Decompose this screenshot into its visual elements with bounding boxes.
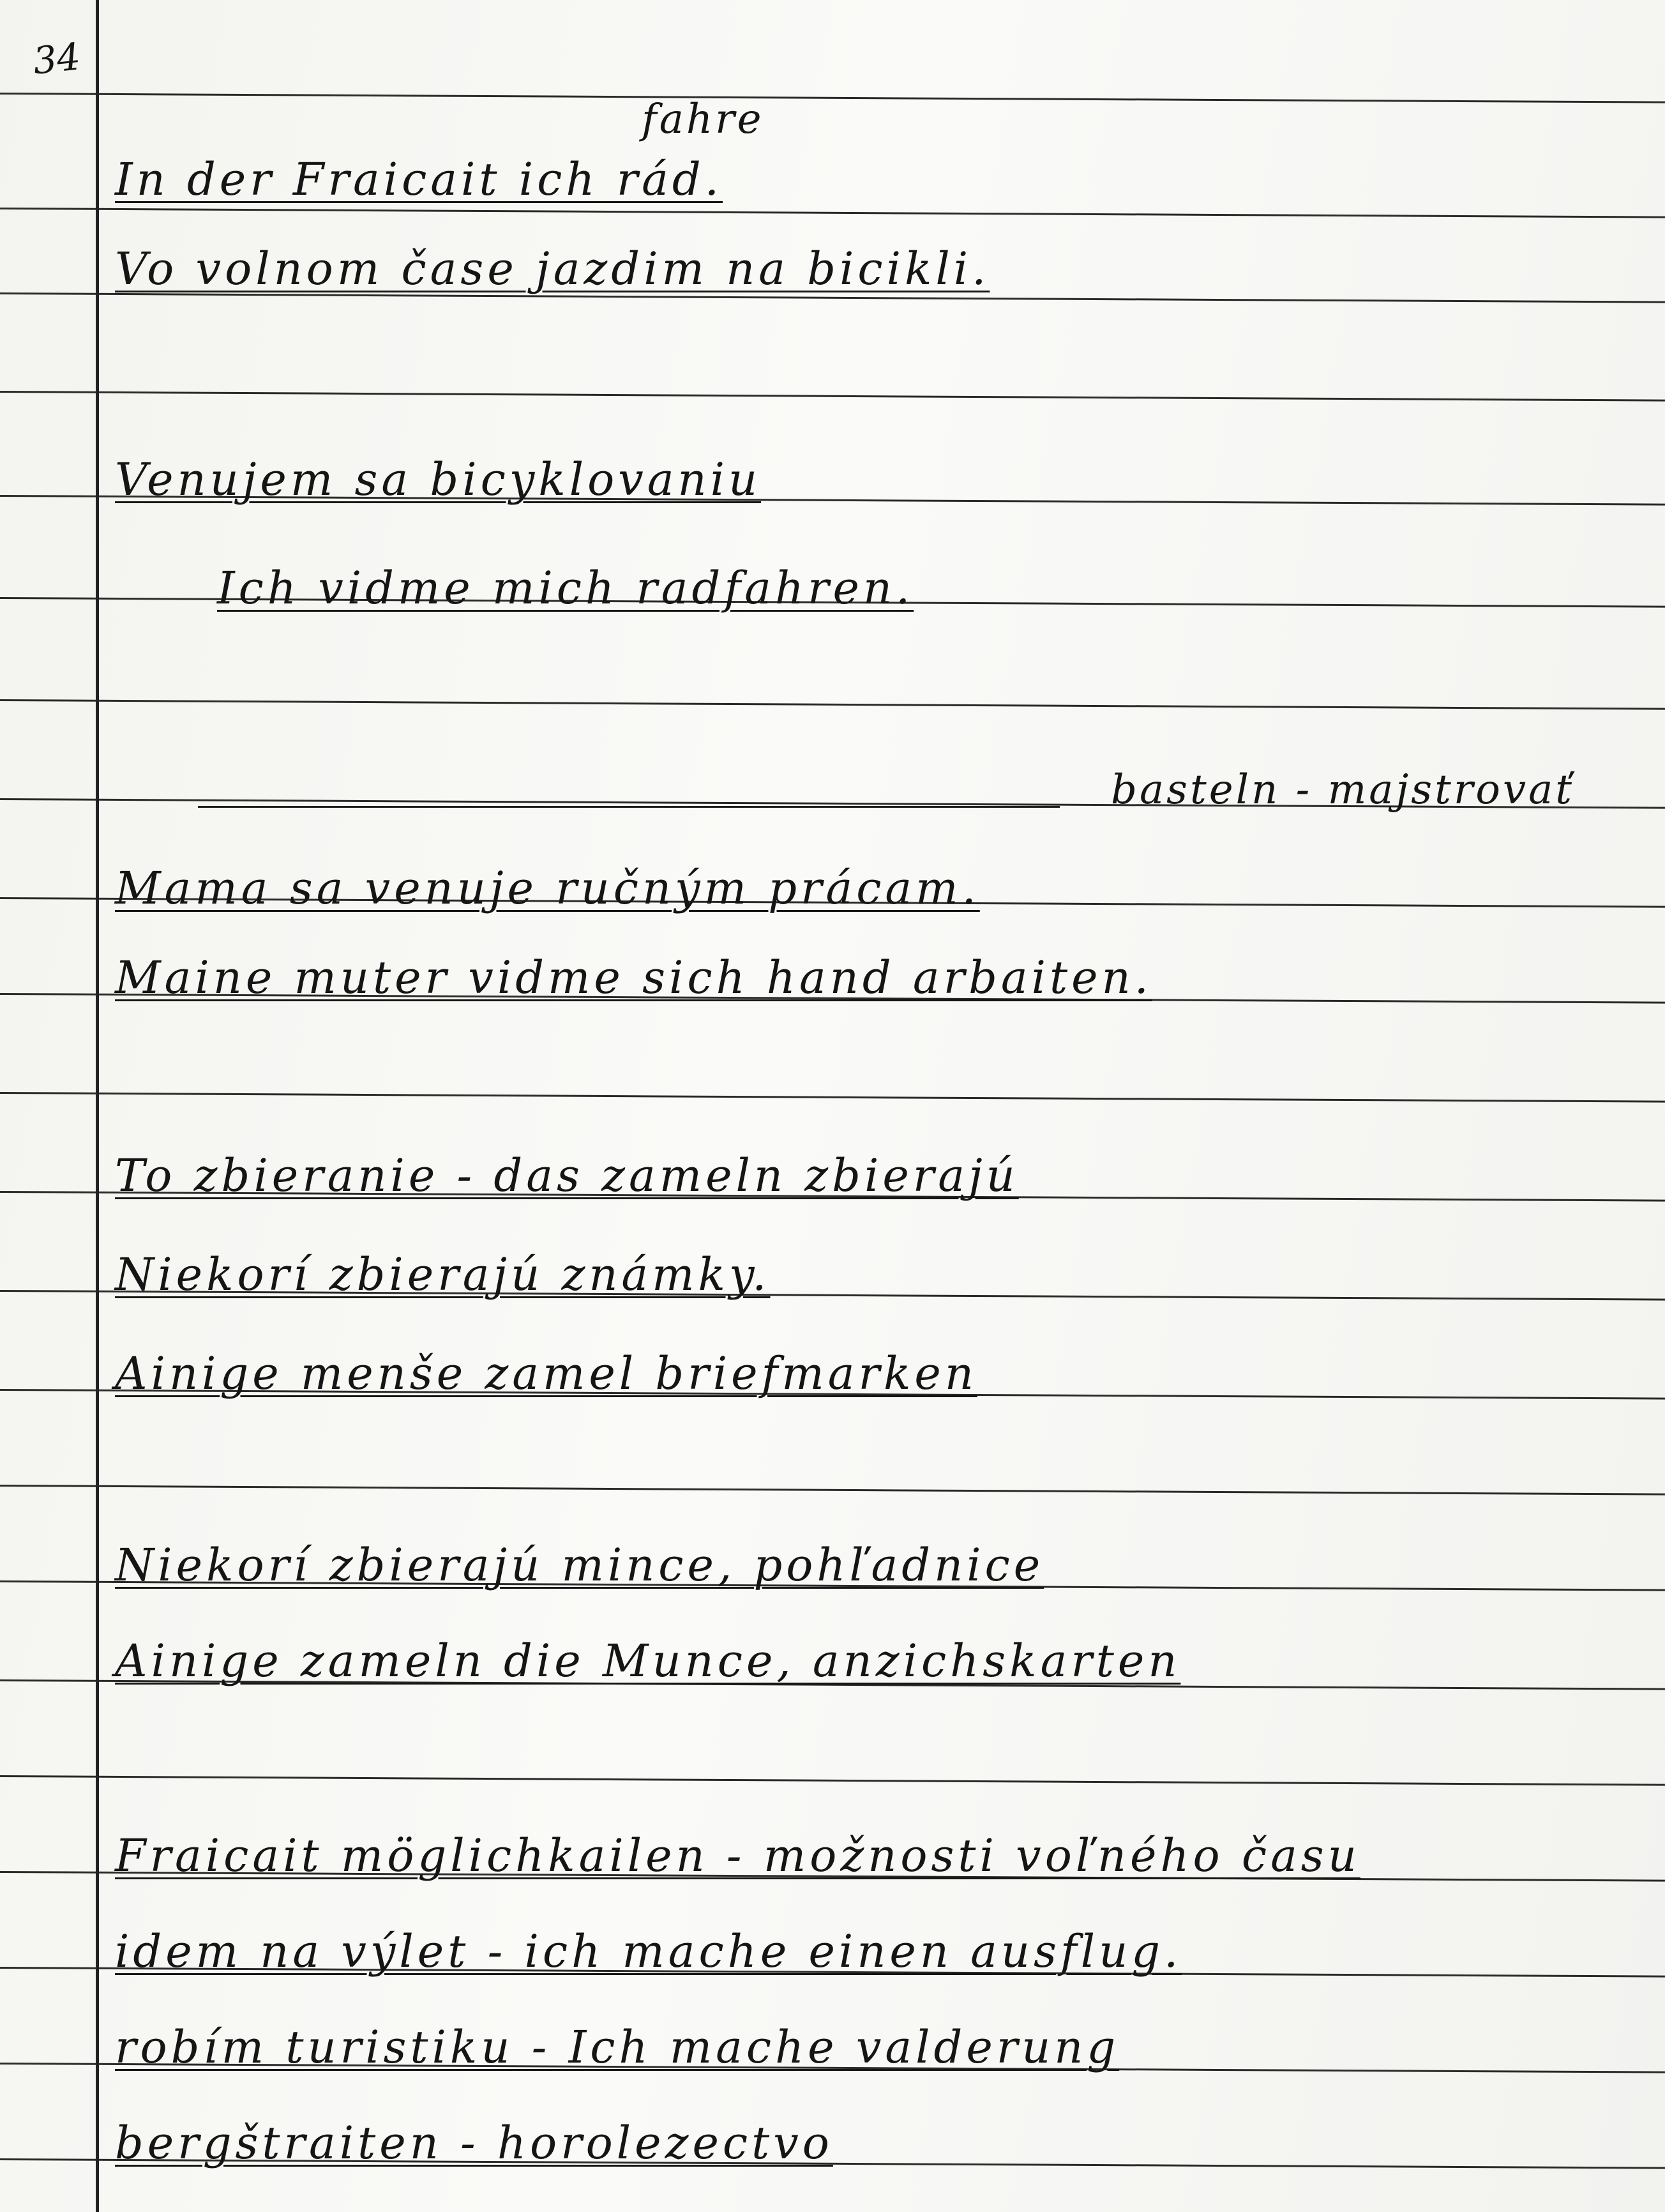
handwritten-line: Ainige zameln die Munce, anzichskarten bbox=[115, 1635, 1181, 1687]
ruled-line bbox=[0, 208, 1665, 218]
inserted-word: fahre bbox=[642, 96, 764, 143]
handwritten-line: Fraicait möglichkailen - možnosti voľného času bbox=[115, 1829, 1360, 1882]
ruled-line bbox=[0, 391, 1665, 402]
page-number: 34 bbox=[31, 34, 83, 83]
handwritten-line: idem na výlet - ich mache einen ausflug. bbox=[115, 1925, 1182, 1978]
ruled-line bbox=[0, 1775, 1665, 1786]
ruled-line bbox=[0, 699, 1665, 710]
margin-note: basteln - majstrovať bbox=[1111, 766, 1574, 814]
handwritten-line: Venujem sa bicyklovaniu bbox=[115, 453, 762, 506]
margin-line bbox=[96, 0, 99, 2212]
handwritten-line: Niekorí zbierajú mince, pohľadnice bbox=[115, 1539, 1044, 1591]
handwritten-line: robím turistiku - Ich mache valderung bbox=[115, 2021, 1120, 2073]
handwritten-line: Ainige menše zamel briefmarken bbox=[115, 1347, 977, 1400]
handwritten-line: bergštraiten - horolezectvo bbox=[115, 2117, 833, 2169]
handwritten-line: Maine muter vidme sich hand arbaiten. bbox=[115, 951, 1152, 1004]
blank-underline bbox=[198, 806, 1060, 808]
handwritten-line: Vo volnom čase jazdim na bicikli. bbox=[115, 243, 990, 295]
handwritten-line: Ich vidme mich radfahren. bbox=[217, 562, 914, 614]
ruled-line bbox=[0, 93, 1665, 103]
ruled-line bbox=[0, 1092, 1665, 1103]
handwritten-line: Mama sa venuje ručným prácam. bbox=[115, 862, 980, 914]
ruled-line bbox=[0, 1485, 1665, 1496]
handwritten-line: In der Fraicait ich rád. bbox=[115, 153, 723, 206]
handwritten-line: Niekorí zbierajú známky. bbox=[115, 1248, 771, 1301]
handwritten-line: To zbieranie - das zameln zbierajú bbox=[115, 1149, 1019, 1202]
